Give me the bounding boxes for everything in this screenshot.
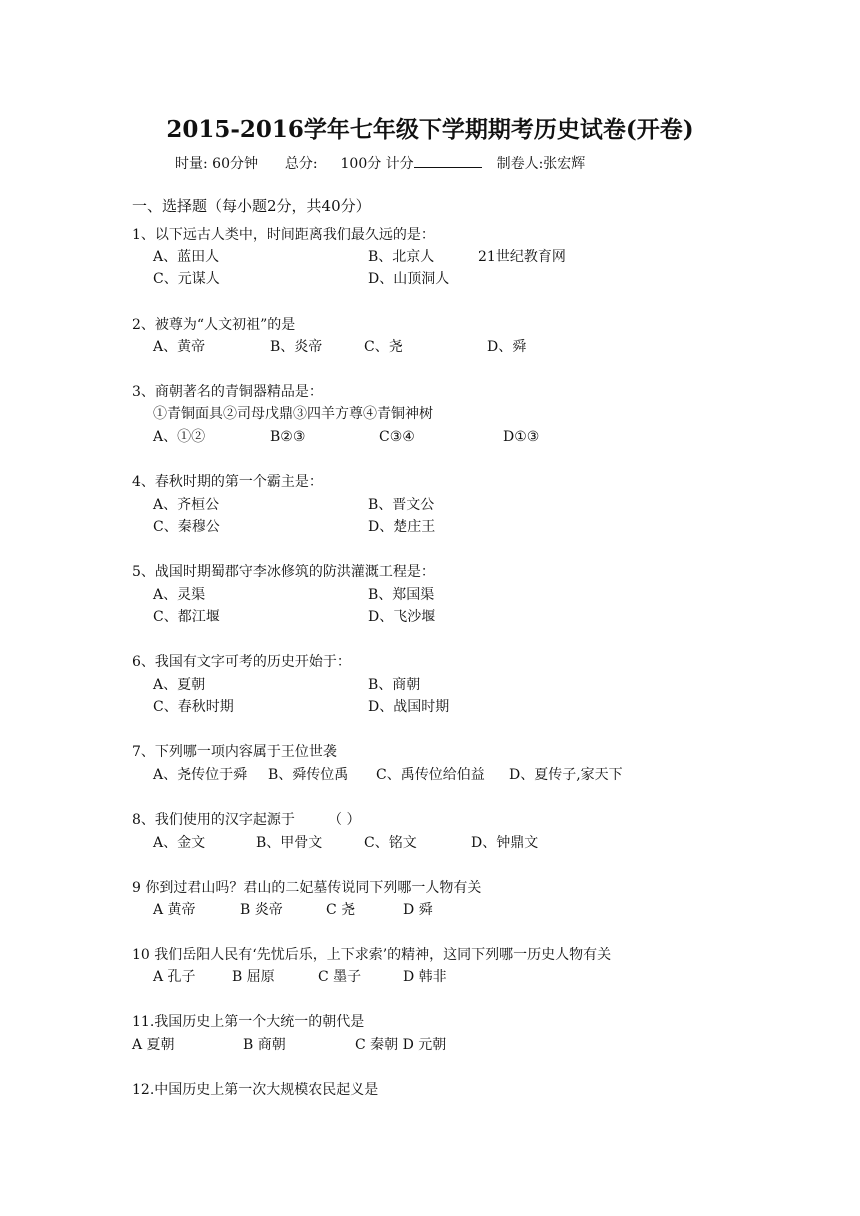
question-6-option-a: A、夏朝	[153, 677, 206, 693]
question-9-option-b: B 炎帝	[240, 902, 283, 918]
question-4-option-b: B、晋文公	[368, 497, 435, 513]
question-2-stem: 2、被尊为“人文初祖”的是	[132, 317, 296, 333]
question-4-option-d: D、楚庄王	[368, 519, 436, 535]
question-7-stem: 7、下列哪一项内容属于王位世袭	[132, 744, 337, 760]
question-2-option-a: A、黄帝	[153, 339, 206, 355]
question-9-option-d: D 舜	[403, 902, 433, 918]
exam-info-line	[175, 154, 585, 173]
question-1-option-b: B、北京人	[368, 249, 435, 265]
question-8-option-b: B、甲骨文	[256, 835, 323, 851]
question-3-stem: 3、商朝著名的青铜器精品是：	[132, 384, 323, 400]
question-8-option-c: C、铭文	[364, 835, 417, 851]
question-10-option-b: B 屈原	[232, 969, 275, 985]
question-3-items: ①青铜面具②司母戊鼎③四羊方尊④青铜神树	[153, 406, 433, 422]
question-7-option-a: A、尧传位于舜	[153, 767, 248, 783]
question-5-option-b: B、郑国渠	[368, 587, 435, 603]
question-8-option-a: A、金文	[153, 835, 206, 851]
question-1-option-d: D、山顶洞人	[368, 271, 450, 287]
question-11-option-cd: C 秦朝 D 元朝	[355, 1037, 447, 1053]
question-8-answer-paren: （ ）	[328, 812, 361, 828]
question-2-option-b: B、炎帝	[270, 339, 323, 355]
question-8-stem: 8、我们使用的汉字起源于	[132, 812, 295, 828]
question-7-option-b: B、舜传位禹	[268, 767, 349, 783]
question-5-option-d: D、飞沙堰	[368, 609, 436, 625]
question-8-option-d: D、钟鼎文	[471, 835, 539, 851]
section-heading: 一、选择题（每小题2分，共40分）	[132, 197, 371, 215]
question-10-option-a: A 孔子	[153, 969, 196, 985]
exam-time: 时量: 60分钟	[175, 156, 258, 172]
question-3-option-a: A、①②	[153, 429, 206, 445]
question-11-stem: 11.我国历史上第一个大统一的朝代是	[132, 1014, 365, 1030]
question-9-option-a: A 黄帝	[153, 902, 196, 918]
question-7-option-c: C、禹传位给伯益	[376, 767, 485, 783]
watermark-text: 21世纪教育网	[478, 249, 566, 265]
question-11-option-b: B 商朝	[243, 1037, 286, 1053]
question-6-option-c: C、春秋时期	[153, 699, 234, 715]
score-blank	[414, 154, 482, 168]
question-1-option-a: A、蓝田人	[153, 249, 220, 265]
question-6-option-b: B、商朝	[368, 677, 421, 693]
question-5-option-a: A、灵渠	[153, 587, 206, 603]
exam-author: 制卷人:张宏辉	[496, 156, 586, 172]
question-11-option-a: A 夏朝	[132, 1037, 175, 1053]
question-4-option-a: A、齐桓公	[153, 497, 220, 513]
question-9-option-c: C 尧	[326, 902, 356, 918]
question-10-option-d: D 韩非	[403, 969, 447, 985]
exam-total-label: 总分:	[284, 156, 318, 172]
question-3-option-c: C③④	[379, 429, 415, 445]
question-4-option-c: C、秦穆公	[153, 519, 220, 535]
exam-total-value: 100分 计分	[340, 156, 414, 172]
question-1-option-c: C、元谋人	[153, 271, 220, 287]
question-9-stem: 9 你到过君山吗？君山的二妃墓传说同下列哪一人物有关	[132, 880, 482, 896]
question-5-stem: 5、战国时期蜀郡守李冰修筑的防洪灌溉工程是：	[132, 564, 435, 580]
question-2-option-c: C、尧	[364, 339, 403, 355]
question-12-stem: 12.中国历史上第一次大规模农民起义是	[132, 1082, 379, 1098]
exam-title: 2015-2016学年七年级下学期期考历史试卷(开卷)	[166, 116, 694, 143]
question-2-option-d: D、舜	[487, 339, 527, 355]
question-6-option-d: D、战国时期	[368, 699, 450, 715]
question-1-stem: 1、以下远古人类中，时间距离我们最久远的是：	[132, 227, 435, 243]
question-10-option-c: C 墨子	[318, 969, 362, 985]
question-10-stem: 10 我们岳阳人民有‘先忧后乐，上下求索’的精神，这同下列哪一历史人物有关	[132, 947, 612, 963]
question-7-option-d: D、夏传子,家天下	[509, 767, 623, 783]
question-3-option-b: B②③	[270, 429, 306, 445]
question-4-stem: 4、春秋时期的第一个霸主是：	[132, 474, 323, 490]
question-3-option-d: D①③	[503, 429, 540, 445]
question-5-option-c: C、都江堰	[153, 609, 220, 625]
question-6-stem: 6、我国有文字可考的历史开始于：	[132, 654, 351, 670]
